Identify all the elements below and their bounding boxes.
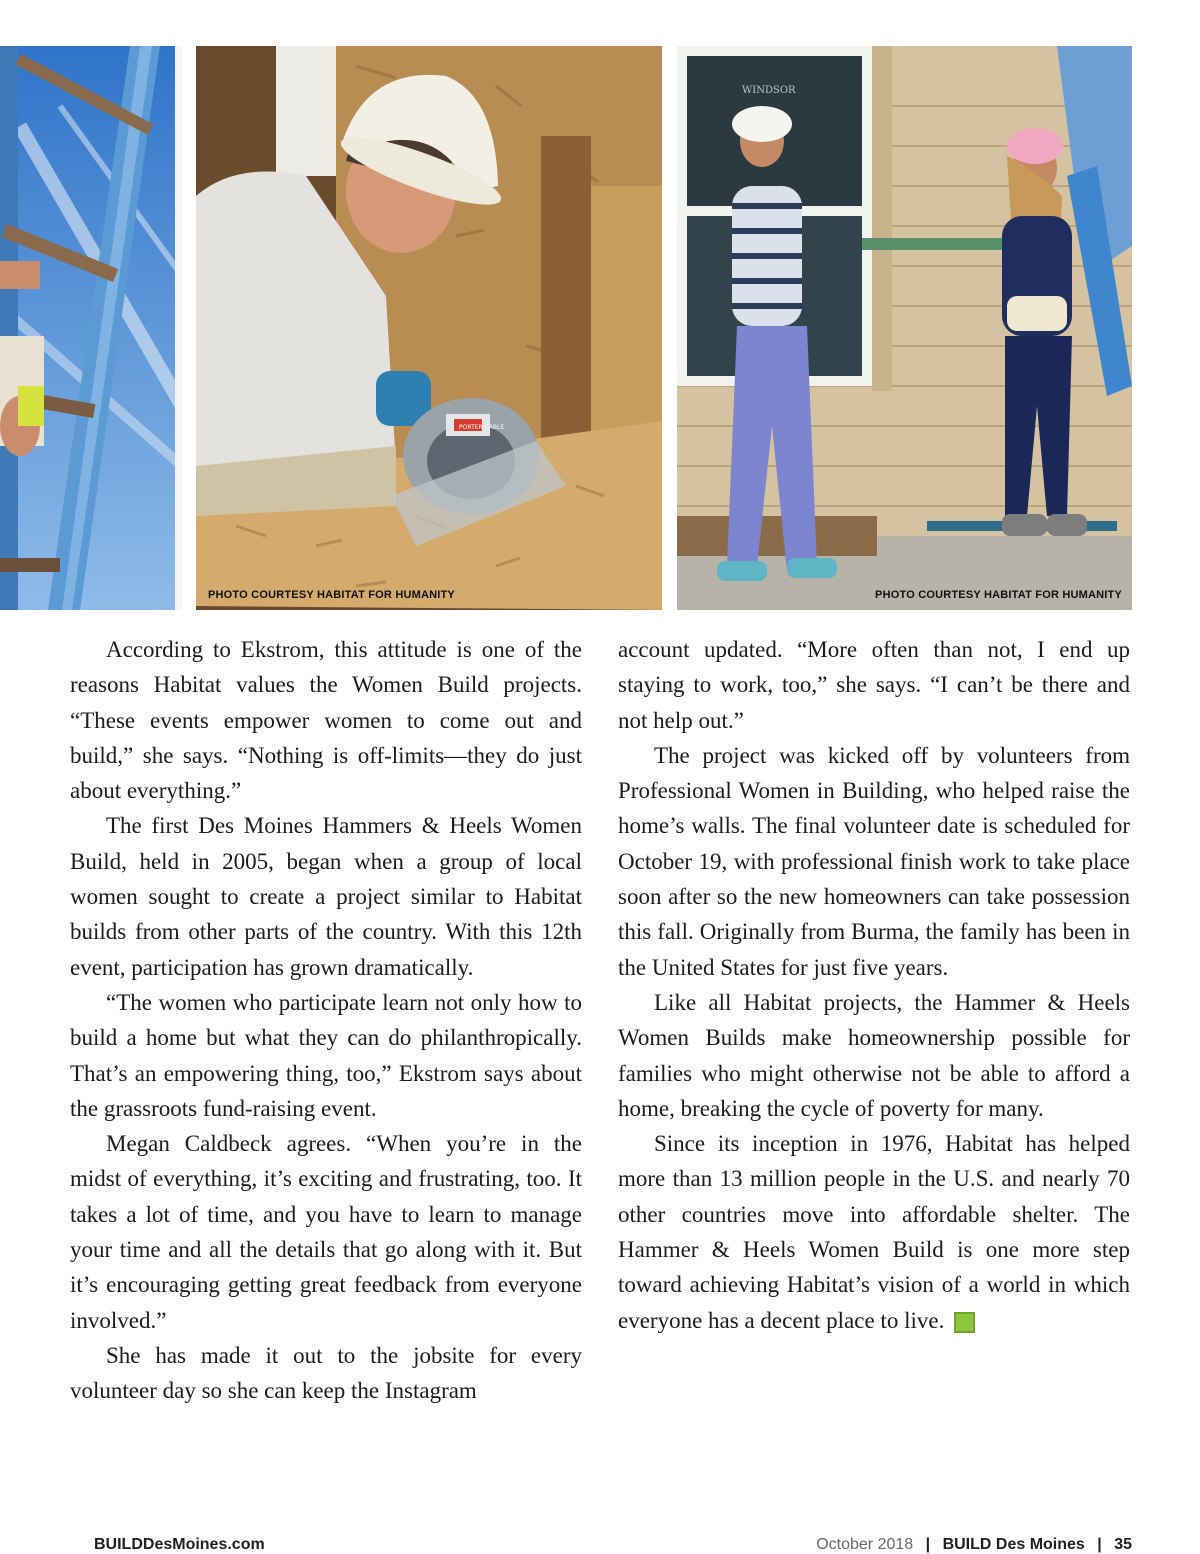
final-paragraph xyxy=(618,1126,1130,1338)
paragraph: She has made it out to the jobsite for every volunteer day so she can keep the Instagram xyxy=(70,1342,582,1404)
article-column-left xyxy=(70,632,582,1409)
photo-credit: PHOTO COURTESY HABITAT FOR HUMANITY xyxy=(208,589,455,601)
paragraph-text: Since its inception in 1976, Habitat has helped more than 13 million people in the U.S. and nearly 70 other countries move into affordable shelter. The Hammer & Heels Women Build is one more step toward achieving Habitat’s vision of a world in which everyone has a decent place to live. xyxy=(618,1131,1130,1333)
footer-folio xyxy=(816,1536,1132,1554)
footer-separator: | xyxy=(925,1536,931,1553)
window-sign-label: WINDSOR xyxy=(742,85,796,96)
photo-ladder-sky xyxy=(0,46,182,610)
paragraph-continuation: account updated. “More often than not, I end up staying to work, too,” she says. “I can’t be there and not help out.” xyxy=(618,637,1130,733)
page-number: 35 xyxy=(1114,1536,1132,1553)
article-column-right xyxy=(618,632,1130,1338)
saw-brand-label: PORTER CABLE xyxy=(459,424,505,431)
photo-credit: PHOTO COURTESY HABITAT FOR HUMANITY xyxy=(875,589,1122,601)
footer-date: October 2018 xyxy=(816,1536,914,1553)
footer-publication: BUILD Des Moines xyxy=(942,1536,1085,1553)
footer-separator: | xyxy=(1097,1536,1102,1553)
paragraph: According to Ekstrom, this attitude is one of the reasons Habitat values the Women Build projects. “These events empower women to come out and build,” she says. “Nothing is off-limits—they do just about everything.” xyxy=(70,637,582,804)
level-scene-illustration xyxy=(677,46,1132,610)
footer-website: BUILDDesMoines.com xyxy=(94,1536,265,1553)
paragraph: The first Des Moines Hammers & Heels Women Build, held in 2005, began when a group of local women sought to create a project similar to Habitat builds from other parts of the country. With this 12th event, participation has grown dramatically. xyxy=(70,813,582,980)
circular-saw-scene-illustration xyxy=(196,46,662,610)
ladder-illustration xyxy=(0,46,182,610)
photo-women-with-level xyxy=(677,46,1132,610)
paragraph: “The women who participate learn not only how to build a home but what they can do philanthropically. That’s an empowering thing, too,” Ekstrom says about the grassroots fund-raising event. xyxy=(70,989,582,1121)
photo-woman-circular-saw xyxy=(196,46,662,610)
paragraph: Like all Habitat projects, the Hammer & Heels Women Builds make homeownership possible for families who might otherwise not be able to afford a home, breaking the cycle of poverty for many. xyxy=(618,989,1130,1121)
paragraph: Megan Caldbeck agrees. “When you’re in the midst of everything, it’s exciting and frustrating, too. It takes a lot of time, and you have to learn to manage your time and all the details that go along with it. But it’s encouraging getting great feedback from everyone involved.” xyxy=(70,1131,582,1333)
end-mark-icon: B xyxy=(954,1312,975,1333)
paragraph: The project was kicked off by volunteers from Professional Women in Building, who helped raise the home’s walls. The final volunteer date is scheduled for October 19, with professional finish work to take place soon after so the new homeowners can take possession this fall. Originally from Burma, the family has been in the United States for just five years. xyxy=(618,742,1130,980)
